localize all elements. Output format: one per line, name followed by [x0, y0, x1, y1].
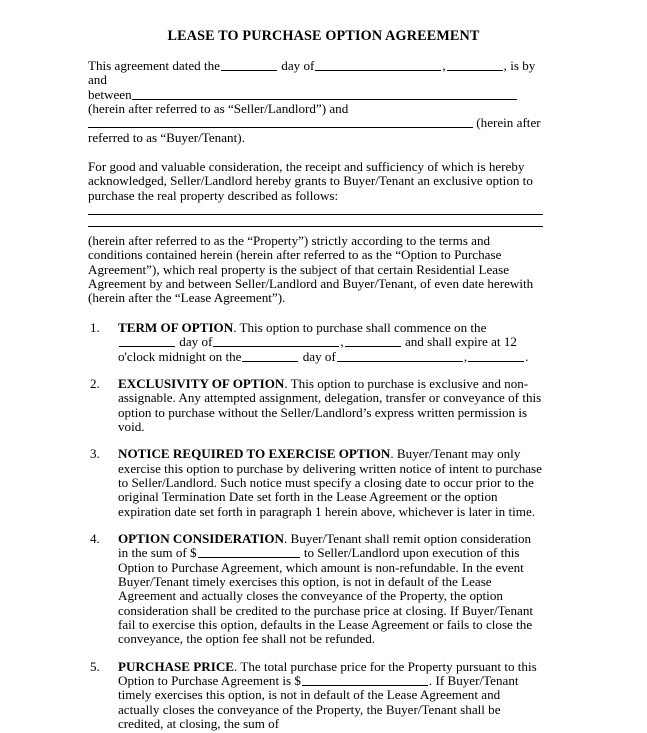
clause-option-consideration — [88, 532, 543, 647]
clause-number: 2. — [90, 375, 100, 391]
clause-exclusivity-of-option — [88, 377, 543, 434]
commence-day-blank[interactable] — [119, 335, 175, 347]
year-blank[interactable] — [447, 59, 503, 71]
intro-line-3: (herein after referred to as “Seller/Landlord”) and — [88, 101, 349, 117]
clause-text-a: . Buyer/Tenant shall remit option consideration in the sum of $ — [118, 530, 532, 561]
expire-month-blank[interactable] — [337, 350, 463, 362]
clause-number: 1. — [90, 319, 100, 335]
intro-text-herein-after: (herein after — [476, 115, 541, 131]
clause-text-d: and shall expire at 12 o'clock midnight on the — [118, 334, 517, 364]
clause-number: 5. — [90, 658, 100, 674]
purchase-price-amount-blank[interactable] — [302, 674, 428, 686]
spacer — [88, 145, 543, 160]
clause-heading: TERM OF OPTION — [118, 319, 234, 335]
clause-text-c: , — [340, 334, 344, 350]
consideration-paragraph: For good and valuable consideration, the receipt and sufficiency of which is hereby acknowledged, Seller/Landlord hereby grants to Buyer/Tenant an exclusive option to purchase the real property described as follows: — [88, 159, 533, 203]
intro-line-1 — [88, 59, 543, 88]
clause-text-g: . — [525, 348, 529, 364]
clause-notice-required-to-exercise-option — [88, 447, 543, 519]
clause-text-b: day of — [179, 334, 213, 350]
clause-text: . This option to purchase is exclusive and non-assignable. Any attempted assignment, delegation, transfer or conveyance of this option to purchase without the Seller/Landlord’s express written permission is void. — [118, 375, 542, 434]
buyer-tenant-name-blank[interactable] — [88, 116, 473, 128]
commence-year-blank[interactable] — [345, 335, 401, 347]
clause-number: 3. — [90, 446, 100, 462]
intro-text-d: , is by and — [88, 58, 536, 88]
expire-day-blank[interactable] — [242, 350, 298, 362]
clause-text-a: . This option to purchase shall commence on the — [233, 319, 487, 335]
clause-heading: OPTION CONSIDERATION — [118, 530, 284, 546]
clause-heading: PURCHASE PRICE — [118, 658, 235, 674]
clause-text-a: . The total purchase price for the Property pursuant to this Option to Purchase Agreement is $ — [118, 658, 537, 689]
option-consideration-amount-blank[interactable] — [198, 546, 300, 558]
page-title: LEASE TO PURCHASE OPTION AGREEMENT — [167, 28, 480, 44]
property-clause-paragraph: (herein after referred to as the “Property”) strictly according to the terms and conditions contained herein (herein after referred to as the “Option to Purchase Agreement”), which real property is the subject of that certain Residential Lease Agreement by and between Seller/Landlord and Buyer/Tenant, of even date herewith (herein after the “Lease Agreement”). — [88, 233, 534, 306]
expire-year-blank[interactable] — [468, 350, 524, 362]
property-description-line-1[interactable] — [88, 214, 543, 215]
intro-line-5: referred to as “Buyer/Tenant). — [88, 129, 245, 145]
spacer — [88, 306, 543, 321]
intro-text-a: This agreement dated the — [88, 58, 220, 73]
intro-text-c: , — [442, 58, 446, 73]
clause-term-of-option — [88, 321, 543, 364]
between-label: between — [88, 86, 132, 102]
intro-block — [88, 59, 543, 145]
clause-heading: NOTICE REQUIRED TO EXERCISE OPTION — [118, 446, 391, 462]
day-blank[interactable] — [221, 59, 277, 71]
clause-number: 4. — [90, 530, 100, 546]
commence-month-blank[interactable] — [213, 335, 339, 347]
clause-text-b: . If Buyer/Tenant timely exercises this option, is not in default of the Lease Agreement and actually closes the conveyance of the Property, the Buyer/Tenant shall be credited, at closing, the sum of — [118, 673, 519, 732]
intro-line-2 — [88, 88, 543, 102]
clause-purchase-price — [88, 660, 543, 732]
document-body — [88, 59, 543, 731]
clause-text: . Buyer/Tenant may only exercise this option to purchase by delivering written notice of intent to purchase to Seller/Landlord. Such notice must specify a closing date to occur prior to the original Termination Date set forth in the Lease Agreement or the option expiration date set forth in paragraph 1 herein above, whichever is later in time. — [118, 446, 542, 519]
month-blank[interactable] — [315, 59, 441, 71]
clause-text-b: to Seller/Landlord upon execution of this Option to Purchase Agreement, which amount is non-refundable. In the event Buyer/Tenant timely exercises this option, is not in default of the Lease Agreement and actually closes the conveyance of the Property, the option consideration shall be credited to the purchase price at closing. If Buyer/Tenant fail to exercise this option, defaults in the Lease Agreement or fails to close the conveyance, the option fee shall not be refunded. — [118, 545, 534, 647]
clause-text-f: , — [463, 348, 468, 364]
clause-text-e: day of — [302, 348, 336, 364]
clause-heading: EXCLUSIVITY OF OPTION — [118, 375, 285, 391]
seller-landlord-name-blank[interactable] — [132, 88, 517, 100]
intro-text-b: day of — [281, 58, 315, 73]
intro-line-4 — [88, 116, 543, 130]
